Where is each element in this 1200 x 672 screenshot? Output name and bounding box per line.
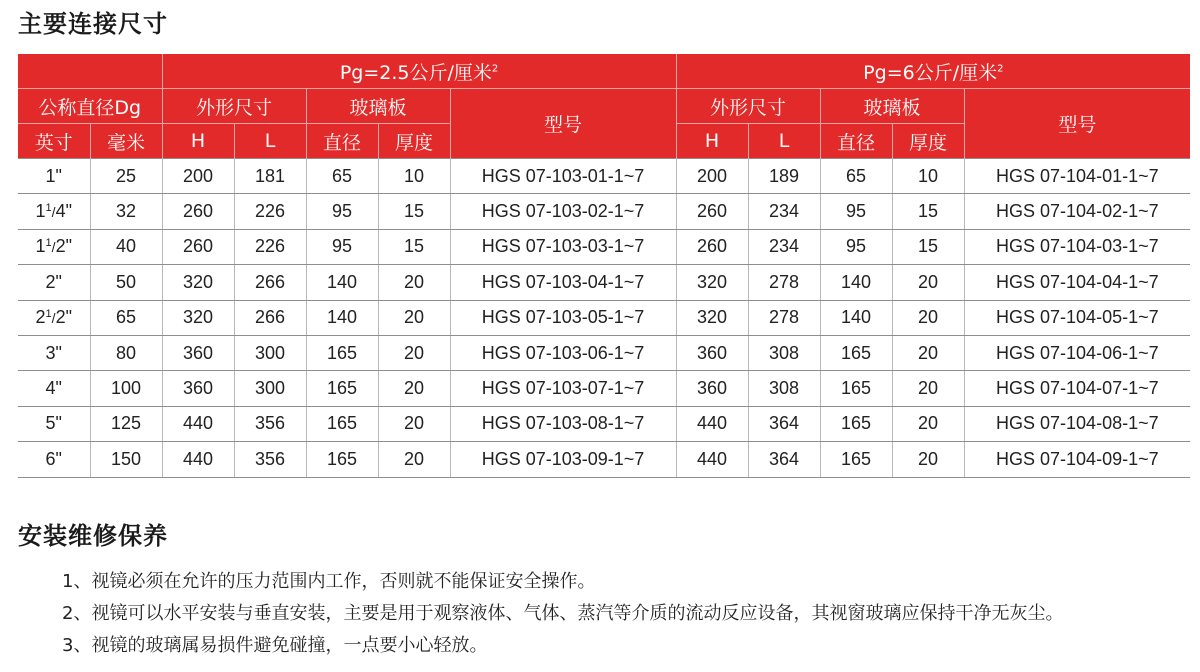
cell-thickness-a: 20 [378,300,450,335]
cell-l-b: 234 [748,194,820,229]
cell-model-a: HGS 07-103-06-1~7 [450,335,676,370]
cell-l-b: 308 [748,335,820,370]
cell-l-a: 266 [234,265,306,300]
cell-l-a: 300 [234,371,306,406]
cell-model-a: HGS 07-103-03-1~7 [450,229,676,264]
cell-thickness-b: 20 [892,442,964,477]
table-row [18,442,1190,477]
header-h-b: H [676,124,748,159]
cell-inch: $1^1/4$" [18,194,90,229]
cell-mm: 50 [90,265,162,300]
cell-inch: $1^1/2$" [18,229,90,264]
cell-h-a: 360 [162,335,234,370]
cell-model-a: HGS 07-103-01-1~7 [450,159,676,194]
cell-diameter-b: 65 [820,159,892,194]
header-glass-plate-a: 玻璃板 [306,89,450,124]
header-model-a: 型号 [450,89,676,159]
cell-l-b: 364 [748,406,820,441]
section-title-dimensions: 主要连接尺寸 [18,10,168,38]
cell-inch: 6" [18,442,90,477]
cell-l-b: 278 [748,300,820,335]
cell-mm: 40 [90,229,162,264]
cell-h-b: 440 [676,442,748,477]
header-thickness-b: 厚度 [892,124,964,159]
cell-model-a: HGS 07-103-05-1~7 [450,300,676,335]
header-glass-plate-b: 玻璃板 [820,89,964,124]
cell-h-a: 200 [162,159,234,194]
cell-l-a: 356 [234,442,306,477]
header-outline-size-b: 外形尺寸 [676,89,820,124]
maintenance-notes [62,566,1063,662]
cell-inch: 4" [18,371,90,406]
header-group-a: Pg=2.5公斤/厘米$^2$ [162,54,676,89]
cell-model-b: HGS 07-104-03-1~7 [964,229,1190,264]
table-body [18,159,1190,478]
cell-mm: 100 [90,371,162,406]
cell-h-a: 320 [162,265,234,300]
cell-h-a: 440 [162,406,234,441]
cell-l-a: 226 [234,194,306,229]
section-title-maintenance: 安装维修保养 [18,522,168,550]
table-row [18,265,1190,300]
cell-h-b: 260 [676,194,748,229]
cell-inch: $2^1/2$" [18,300,90,335]
cell-diameter-a: 165 [306,335,378,370]
header-group-b: Pg=6公斤/厘米$^2$ [676,54,1190,89]
cell-h-b: 200 [676,159,748,194]
cell-h-a: 260 [162,194,234,229]
header-thickness-a: 厚度 [378,124,450,159]
cell-model-b: HGS 07-104-09-1~7 [964,442,1190,477]
cell-model-a: HGS 07-103-04-1~7 [450,265,676,300]
cell-h-a: 360 [162,371,234,406]
cell-thickness-a: 15 [378,194,450,229]
cell-l-b: 189 [748,159,820,194]
cell-model-b: HGS 07-104-02-1~7 [964,194,1190,229]
cell-model-b: HGS 07-104-07-1~7 [964,371,1190,406]
cell-thickness-b: 20 [892,265,964,300]
cell-h-b: 360 [676,371,748,406]
cell-l-a: 356 [234,406,306,441]
cell-diameter-b: 165 [820,442,892,477]
header-blank [18,54,162,89]
cell-model-b: HGS 07-104-01-1~7 [964,159,1190,194]
cell-diameter-b: 165 [820,406,892,441]
cell-mm: 25 [90,159,162,194]
cell-diameter-b: 95 [820,194,892,229]
table-row [18,194,1190,229]
cell-thickness-a: 20 [378,265,450,300]
dimension-table [18,54,1190,478]
cell-l-b: 278 [748,265,820,300]
cell-diameter-a: 165 [306,406,378,441]
cell-inch: 1" [18,159,90,194]
cell-l-b: 234 [748,229,820,264]
cell-thickness-a: 20 [378,371,450,406]
cell-model-b: HGS 07-104-06-1~7 [964,335,1190,370]
list-item: 2、视镜可以水平安装与垂直安装，主要是用于观察液体、气体、蒸汽等介质的流动反应设备，其视窗玻璃应保持干净无灰尘。 [62,603,1064,624]
cell-l-a: 300 [234,335,306,370]
header-outline-size-a: 外形尺寸 [162,89,306,124]
cell-diameter-b: 95 [820,229,892,264]
cell-diameter-a: 140 [306,265,378,300]
cell-h-a: 440 [162,442,234,477]
table-row [18,371,1190,406]
table-row [18,335,1190,370]
cell-thickness-a: 10 [378,159,450,194]
cell-model-b: HGS 07-104-05-1~7 [964,300,1190,335]
header-l-b: L [748,124,820,159]
cell-diameter-b: 165 [820,371,892,406]
cell-diameter-a: 65 [306,159,378,194]
cell-model-a: HGS 07-103-08-1~7 [450,406,676,441]
cell-thickness-b: 10 [892,159,964,194]
cell-inch: 3" [18,335,90,370]
header-diameter-a: 直径 [306,124,378,159]
cell-thickness-a: 20 [378,335,450,370]
cell-l-a: 266 [234,300,306,335]
header-inch: 英寸 [18,124,90,159]
header-mm: 毫米 [90,124,162,159]
cell-mm: 125 [90,406,162,441]
table-row [18,229,1190,264]
cell-diameter-a: 165 [306,371,378,406]
cell-l-b: 364 [748,442,820,477]
header-nominal-diameter: 公称直径Dg [18,89,162,124]
cell-l-a: 226 [234,229,306,264]
cell-diameter-a: 165 [306,442,378,477]
header-h-a: H [162,124,234,159]
table-row [18,300,1190,335]
cell-h-a: 320 [162,300,234,335]
cell-h-a: 260 [162,229,234,264]
cell-thickness-a: 20 [378,442,450,477]
cell-l-a: 181 [234,159,306,194]
list-item: 3、视镜的玻璃属易损件避免碰撞，一点要小心轻放。 [62,635,488,656]
cell-diameter-a: 95 [306,229,378,264]
cell-model-b: HGS 07-104-04-1~7 [964,265,1190,300]
cell-mm: 150 [90,442,162,477]
cell-model-a: HGS 07-103-02-1~7 [450,194,676,229]
header-l-a: L [234,124,306,159]
cell-mm: 80 [90,335,162,370]
cell-l-b: 308 [748,371,820,406]
cell-diameter-a: 140 [306,300,378,335]
cell-thickness-b: 20 [892,406,964,441]
list-item: 1、视镜必须在允许的压力范围内工作，否则就不能保证安全操作。 [62,571,596,592]
cell-model-b: HGS 07-104-08-1~7 [964,406,1190,441]
cell-diameter-b: 140 [820,265,892,300]
cell-diameter-b: 140 [820,300,892,335]
cell-h-b: 320 [676,265,748,300]
header-diameter-b: 直径 [820,124,892,159]
cell-thickness-b: 15 [892,229,964,264]
cell-thickness-b: 20 [892,300,964,335]
cell-thickness-a: 20 [378,406,450,441]
cell-h-b: 260 [676,229,748,264]
cell-h-b: 320 [676,300,748,335]
table-row [18,406,1190,441]
cell-model-a: HGS 07-103-07-1~7 [450,371,676,406]
table-row [18,159,1190,194]
cell-thickness-a: 15 [378,229,450,264]
cell-mm: 32 [90,194,162,229]
cell-diameter-a: 95 [306,194,378,229]
cell-mm: 65 [90,300,162,335]
cell-h-b: 440 [676,406,748,441]
table-header [18,54,1190,159]
cell-h-b: 360 [676,335,748,370]
cell-inch: 2" [18,265,90,300]
cell-thickness-b: 20 [892,371,964,406]
cell-diameter-b: 165 [820,335,892,370]
cell-model-a: HGS 07-103-09-1~7 [450,442,676,477]
cell-thickness-b: 20 [892,335,964,370]
header-model-b: 型号 [964,89,1190,159]
cell-thickness-b: 15 [892,194,964,229]
cell-inch: 5" [18,406,90,441]
